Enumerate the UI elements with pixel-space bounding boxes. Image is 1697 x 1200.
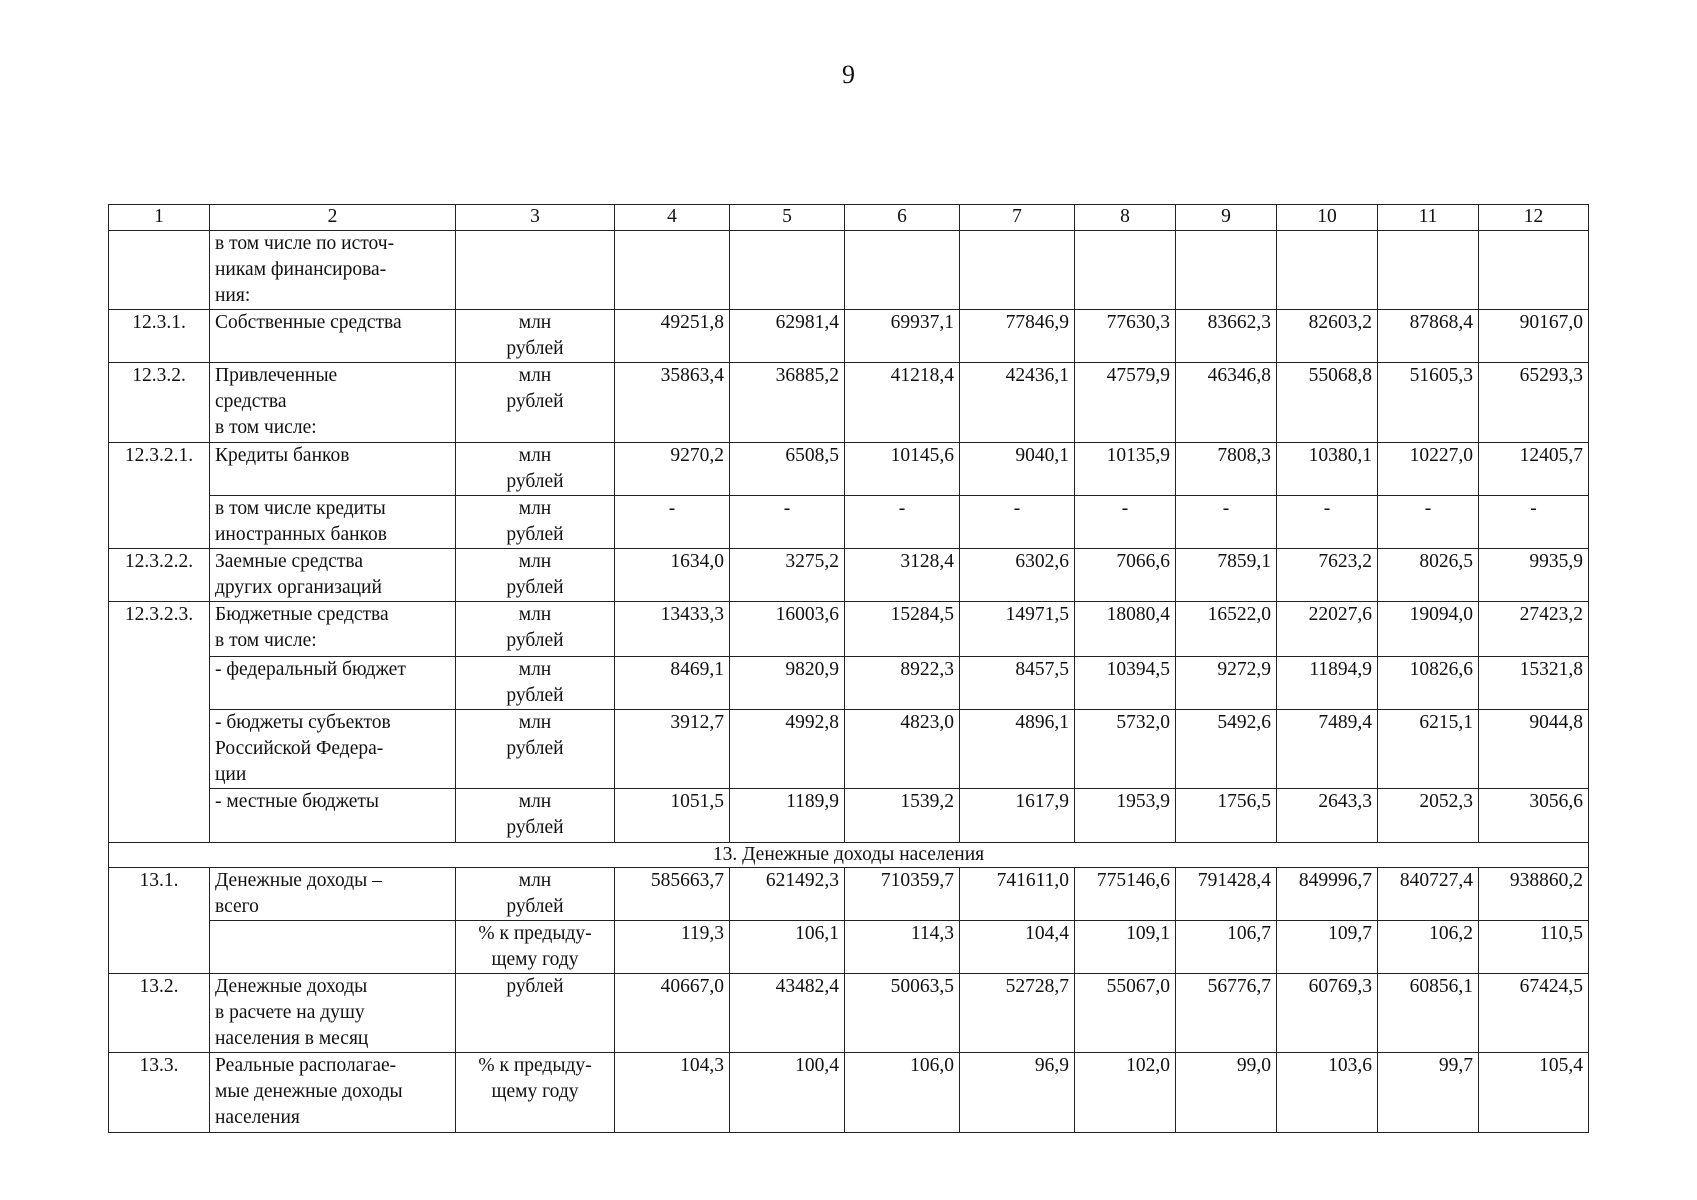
column-number: 5 — [730, 205, 845, 231]
value-cell: 18080,4 — [1075, 602, 1176, 657]
value-cell: 1617,9 — [960, 789, 1075, 843]
value-cell: 4896,1 — [960, 710, 1075, 789]
value-cell: 42436,1 — [960, 363, 1075, 443]
value-cell: 621492,3 — [730, 868, 845, 921]
value-cell: - — [845, 496, 960, 549]
value-cell: 106,7 — [1176, 921, 1277, 974]
value-cell: 46346,8 — [1176, 363, 1277, 443]
value-cell: 51605,3 — [1378, 363, 1479, 443]
row-label: - бюджеты субъектов Российской Федера- ции — [210, 710, 456, 789]
value-cell: 9272,9 — [1176, 657, 1277, 710]
row-label: Заемные средства других организаций — [210, 549, 456, 602]
value-cell: 4992,8 — [730, 710, 845, 789]
value-cell: 8457,5 — [960, 657, 1075, 710]
value-cell: 110,5 — [1479, 921, 1589, 974]
table-row — [109, 789, 1589, 843]
value-cell: 16003,6 — [730, 602, 845, 657]
value-cell: 99,7 — [1378, 1053, 1479, 1133]
value-cell: 8922,3 — [845, 657, 960, 710]
column-number: 9 — [1176, 205, 1277, 231]
section-title: 13. Денежные доходы населения — [109, 843, 1589, 868]
column-number: 2 — [210, 205, 456, 231]
row-code: 12.3.2.2. — [109, 549, 210, 602]
row-unit — [456, 231, 615, 310]
value-cell: 1051,5 — [615, 789, 730, 843]
value-cell: 62981,4 — [730, 310, 845, 363]
value-cell: 65293,3 — [1479, 363, 1589, 443]
value-cell: 5732,0 — [1075, 710, 1176, 789]
value-cell: 10394,5 — [1075, 657, 1176, 710]
value-cell: 41218,4 — [845, 363, 960, 443]
column-number: 3 — [456, 205, 615, 231]
value-cell: 55068,8 — [1277, 363, 1378, 443]
value-cell: 2643,3 — [1277, 789, 1378, 843]
table-row — [109, 496, 1589, 549]
value-cell: 50063,5 — [845, 974, 960, 1053]
value-cell: 6215,1 — [1378, 710, 1479, 789]
row-label: Собственные средства — [210, 310, 456, 363]
row-code: 12.3.2.3. — [109, 602, 210, 843]
value-cell: 4823,0 — [845, 710, 960, 789]
value-cell: 7808,3 — [1176, 443, 1277, 496]
row-code — [109, 231, 210, 310]
value-cell: 69937,1 — [845, 310, 960, 363]
value-cell: 60769,3 — [1277, 974, 1378, 1053]
value-cell: 9040,1 — [960, 443, 1075, 496]
row-unit: млн рублей — [456, 710, 615, 789]
value-cell: 55067,0 — [1075, 974, 1176, 1053]
value-cell: 849996,7 — [1277, 868, 1378, 921]
value-cell — [730, 231, 845, 310]
value-cell: 43482,4 — [730, 974, 845, 1053]
value-cell: 103,6 — [1277, 1053, 1378, 1133]
value-cell: 87868,4 — [1378, 310, 1479, 363]
value-cell: 10135,9 — [1075, 443, 1176, 496]
column-number: 4 — [615, 205, 730, 231]
column-number: 11 — [1378, 205, 1479, 231]
table-row — [109, 363, 1589, 443]
column-number-row — [109, 205, 1589, 231]
value-cell: 7623,2 — [1277, 549, 1378, 602]
row-unit: млн рублей — [456, 310, 615, 363]
value-cell: 10826,6 — [1378, 657, 1479, 710]
row-code: 12.3.2.1. — [109, 443, 210, 549]
value-cell: 106,2 — [1378, 921, 1479, 974]
row-label: Кредиты банков — [210, 443, 456, 496]
value-cell: 8026,5 — [1378, 549, 1479, 602]
row-unit: млн рублей — [456, 789, 615, 843]
value-cell: 35863,4 — [615, 363, 730, 443]
row-unit: млн рублей — [456, 496, 615, 549]
value-cell — [1277, 231, 1378, 310]
row-label — [210, 921, 456, 974]
value-cell: 1634,0 — [615, 549, 730, 602]
value-cell: 15284,5 — [845, 602, 960, 657]
value-cell: 1756,5 — [1176, 789, 1277, 843]
value-cell: - — [1075, 496, 1176, 549]
value-cell: 47579,9 — [1075, 363, 1176, 443]
row-label: Денежные доходы – всего — [210, 868, 456, 921]
value-cell: 100,4 — [730, 1053, 845, 1133]
value-cell: 3275,2 — [730, 549, 845, 602]
value-cell: 106,0 — [845, 1053, 960, 1133]
column-number: 10 — [1277, 205, 1378, 231]
table-row — [109, 710, 1589, 789]
value-cell: 36885,2 — [730, 363, 845, 443]
value-cell: 60856,1 — [1378, 974, 1479, 1053]
table-row — [109, 921, 1589, 974]
value-cell: 2052,3 — [1378, 789, 1479, 843]
value-cell: - — [960, 496, 1075, 549]
row-label: в том числе по источ- никам финансирова- ния: — [210, 231, 456, 310]
value-cell: 9270,2 — [615, 443, 730, 496]
value-cell: 49251,8 — [615, 310, 730, 363]
row-label: - местные бюджеты — [210, 789, 456, 843]
value-cell: 585663,7 — [615, 868, 730, 921]
column-number: 12 — [1479, 205, 1589, 231]
row-unit: млн рублей — [456, 443, 615, 496]
value-cell: 938860,2 — [1479, 868, 1589, 921]
row-code: 12.3.2. — [109, 363, 210, 443]
value-cell: 9044,8 — [1479, 710, 1589, 789]
value-cell: 90167,0 — [1479, 310, 1589, 363]
value-cell: 52728,7 — [960, 974, 1075, 1053]
value-cell: - — [1378, 496, 1479, 549]
value-cell — [1075, 231, 1176, 310]
value-cell: 109,7 — [1277, 921, 1378, 974]
value-cell: - — [1479, 496, 1589, 549]
row-unit: млн рублей — [456, 868, 615, 921]
value-cell: 7489,4 — [1277, 710, 1378, 789]
value-cell: 83662,3 — [1176, 310, 1277, 363]
value-cell: 102,0 — [1075, 1053, 1176, 1133]
column-number: 6 — [845, 205, 960, 231]
value-cell: 16522,0 — [1176, 602, 1277, 657]
row-label: - федеральный бюджет — [210, 657, 456, 710]
value-cell: 8469,1 — [615, 657, 730, 710]
value-cell: 5492,6 — [1176, 710, 1277, 789]
row-label: Реальные располагае- мые денежные доходы населения — [210, 1053, 456, 1133]
table-row — [109, 602, 1589, 657]
value-cell: 10380,1 — [1277, 443, 1378, 496]
row-unit: млн рублей — [456, 602, 615, 657]
statistics-table — [108, 204, 1589, 1133]
value-cell: - — [1277, 496, 1378, 549]
value-cell — [960, 231, 1075, 310]
value-cell: 77846,9 — [960, 310, 1075, 363]
value-cell: 106,1 — [730, 921, 845, 974]
row-unit: млн рублей — [456, 549, 615, 602]
row-label: Бюджетные средства в том числе: — [210, 602, 456, 657]
table-row — [109, 443, 1589, 496]
value-cell: 3128,4 — [845, 549, 960, 602]
value-cell: 10227,0 — [1378, 443, 1479, 496]
value-cell: 27423,2 — [1479, 602, 1589, 657]
table-row — [109, 1053, 1589, 1133]
row-unit: % к предыду- щему году — [456, 921, 615, 974]
value-cell: 3056,6 — [1479, 789, 1589, 843]
value-cell: 791428,4 — [1176, 868, 1277, 921]
value-cell: 7859,1 — [1176, 549, 1277, 602]
value-cell: 3912,7 — [615, 710, 730, 789]
column-number: 8 — [1075, 205, 1176, 231]
table-row — [109, 657, 1589, 710]
value-cell: 12405,7 — [1479, 443, 1589, 496]
row-code: 12.3.1. — [109, 310, 210, 363]
value-cell: - — [1176, 496, 1277, 549]
row-code: 13.2. — [109, 974, 210, 1053]
value-cell: - — [730, 496, 845, 549]
table-row — [109, 974, 1589, 1053]
page-number: 9 — [842, 60, 855, 89]
value-cell: 19094,0 — [1378, 602, 1479, 657]
table-row — [109, 231, 1589, 310]
value-cell: 105,4 — [1479, 1053, 1589, 1133]
table-row — [109, 310, 1589, 363]
value-cell: 82603,2 — [1277, 310, 1378, 363]
value-cell: 96,9 — [960, 1053, 1075, 1133]
value-cell: - — [615, 496, 730, 549]
value-cell: 10145,6 — [845, 443, 960, 496]
value-cell: 741611,0 — [960, 868, 1075, 921]
value-cell: 77630,3 — [1075, 310, 1176, 363]
value-cell: 6302,6 — [960, 549, 1075, 602]
value-cell — [615, 231, 730, 310]
value-cell: 15321,8 — [1479, 657, 1589, 710]
row-unit: млн рублей — [456, 657, 615, 710]
value-cell: 114,3 — [845, 921, 960, 974]
value-cell: 104,3 — [615, 1053, 730, 1133]
value-cell: 99,0 — [1176, 1053, 1277, 1133]
row-code: 13.3. — [109, 1053, 210, 1133]
value-cell: 14971,5 — [960, 602, 1075, 657]
column-number: 1 — [109, 205, 210, 231]
value-cell: 6508,5 — [730, 443, 845, 496]
value-cell: 40667,0 — [615, 974, 730, 1053]
value-cell: 710359,7 — [845, 868, 960, 921]
value-cell: 104,4 — [960, 921, 1075, 974]
value-cell — [1176, 231, 1277, 310]
value-cell: 13433,3 — [615, 602, 730, 657]
value-cell: 840727,4 — [1378, 868, 1479, 921]
row-unit: рублей — [456, 974, 615, 1053]
value-cell: 775146,6 — [1075, 868, 1176, 921]
value-cell: 1189,9 — [730, 789, 845, 843]
value-cell: 7066,6 — [1075, 549, 1176, 602]
section-row — [109, 843, 1589, 868]
value-cell — [1479, 231, 1589, 310]
value-cell: 9935,9 — [1479, 549, 1589, 602]
value-cell — [1378, 231, 1479, 310]
row-unit: млн рублей — [456, 363, 615, 443]
value-cell: 11894,9 — [1277, 657, 1378, 710]
value-cell — [845, 231, 960, 310]
row-code: 13.1. — [109, 868, 210, 974]
row-label: в том числе кредиты иностранных банков — [210, 496, 456, 549]
value-cell: 119,3 — [615, 921, 730, 974]
value-cell: 1539,2 — [845, 789, 960, 843]
row-label: Денежные доходы в расчете на душу населения в месяц — [210, 974, 456, 1053]
row-label: Привлеченные средства в том числе: — [210, 363, 456, 443]
value-cell: 56776,7 — [1176, 974, 1277, 1053]
column-number: 7 — [960, 205, 1075, 231]
value-cell: 9820,9 — [730, 657, 845, 710]
table-row — [109, 549, 1589, 602]
table-row — [109, 868, 1589, 921]
row-unit: % к предыду- щему году — [456, 1053, 615, 1133]
value-cell: 67424,5 — [1479, 974, 1589, 1053]
value-cell: 109,1 — [1075, 921, 1176, 974]
value-cell: 22027,6 — [1277, 602, 1378, 657]
value-cell: 1953,9 — [1075, 789, 1176, 843]
